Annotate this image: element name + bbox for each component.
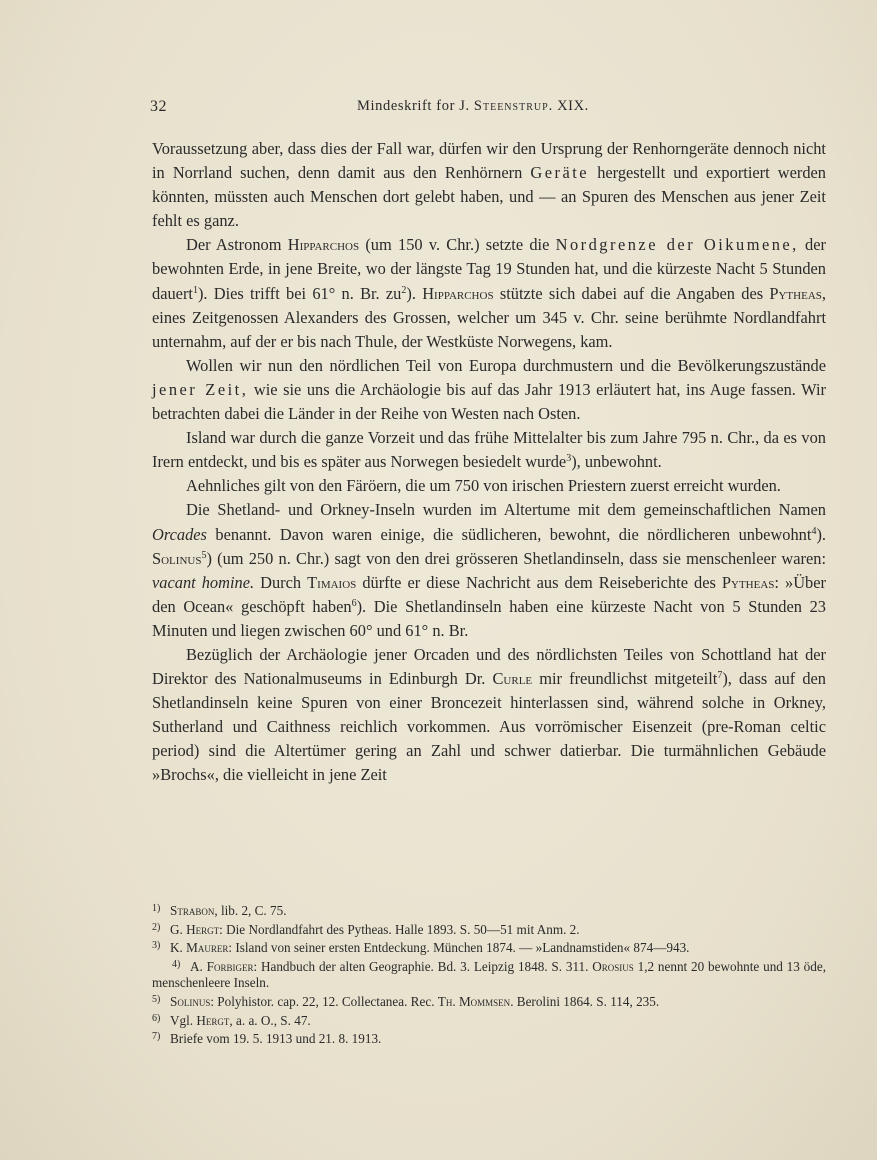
footnote-3: 3) K. Maurer: Island von seiner ersten Entdeckung. München 1874. — »Landnamstiden« 874—943. — [152, 940, 690, 956]
name-solinus: Solinus — [152, 548, 202, 568]
running-head-post: . XIX. — [548, 98, 589, 114]
paragraph-7: Bezüglich der Archäologie jener Orcaden und des nördlichsten Teiles von Schottland hat der Direktor des Nationalmuseums in Edinburgh Dr. Curle mir freundlichst mitgeteilt$^7$), dass auf den Shetlandinseln keine Spuren von einer Broncezeit hinterlassen sind, während solche in Orkney, Sutherland und Caithness reichlich vorkommen. Aus vorrömischer Eisenzeit (pre-Roman celtic period) sind die Altertümer gering an Zahl und schwer datierbar. Die turmähnlichen Gebäude »Brochs«, die vielleicht in jene Zeit — [152, 644, 827, 785]
name-hipparchos: Hipparchos — [422, 283, 494, 303]
footnote-ref-5[interactable]: 5 — [201, 549, 207, 561]
footnote-ref-4[interactable]: 4 — [811, 525, 817, 537]
name-curle: Curle — [492, 669, 533, 689]
running-head-pre: Mindeskrift for J. — [357, 98, 474, 114]
footnote-1: 1) Strabon, lib. 2, C. 75. — [152, 903, 287, 918]
footnote-ref-3[interactable]: 3 — [566, 453, 572, 465]
paragraph-5: Aehnliches gilt von den Färöern, die um 750 von irischen Priestern zuerst erreicht wurden. — [186, 476, 781, 496]
footnote-5: 5) Solinus: Polyhistor. cap. 22, 12. Collectanea. Rec. Th. Mommsen. Berolini 1864. S. 114, 235. — [152, 993, 660, 1009]
page-number: 32 — [150, 98, 167, 115]
name-hipparchos: Hipparchos — [287, 235, 360, 255]
footnote-ref-6[interactable]: 6 — [351, 597, 357, 609]
name-pytheas: Pytheas — [721, 572, 775, 592]
paragraph-6: Die Shetland- und Orkney-Inseln wurden im Altertume mit dem gemeinschaftlichen Namen Orcades benannt. Davon waren einige, die südlicheren, bewohnt, die nördlicheren unbewohnt$^4$). Solinus$^5$) (um 250 n. Chr.) sagt von den drei grösseren Shetlandinseln, dass sie menschenleer waren: vacant homine. Durch Timaios dürfte er diese Nachricht aus dem Reiseberichte des Pytheas: »Über den Ocean« geschöpft haben$^6$). Die Shetlandinseln haben eine kürzeste Nacht von 5 Stunden 23 Minuten und liegen zwischen 60° und 61° n. Br. — [152, 500, 826, 640]
name-timaios: Timaios — [307, 572, 357, 592]
footnote-4: 4) A. Forbiger: Handbuch der alten Geographie. Bd. 3. Leipzig 1848. S. 311. Orosius 1,2 nennt 20 bewohnte und 13 öde, menschenleere Inseln. — [152, 958, 827, 991]
footnotes — [152, 901, 826, 1048]
footnote-ref-1[interactable]: 1 — [192, 284, 198, 296]
quote-vacant-homine: vacant homine. — [152, 572, 255, 592]
paragraph-2: Der Astronom Hipparchos (um 150 v. Chr.) setzte die Nordgrenze der Oikumene, der bewohnten Erde, in jene Breite, wo der längste Tag 19 Stunden hat, und die kürzeste Nacht 5 Stunden dauert$^1$). Dies trifft bei 61° n. Br. $zu^2$). Hipparchos stützte sich dabei auf die Angaben des Pytheas, eines Zeitgenossen Alexanders des Grossen, welcher um 345 v. Chr. seine berühmte Nordlandfahrt unternahm, auf der er bis nach Thule, der Westküste Norwegens, kam. — [152, 235, 826, 351]
term-orcades: Orcades — [152, 524, 207, 544]
footnote-2: 2) G. Hergt: Die Nordlandfahrt des Pytheas. Halle 1893. S. 50—51 mit Anm. 2. — [152, 921, 580, 937]
paragraph-4: Island war durch die ganze Vorzeit und das frühe Mittelalter bis zum Jahre 795 n. Chr., da es von Irern entdeckt, und bis es später aus Norwegen besiedelt wurde$^3$), unbewohnt. — [152, 428, 826, 472]
footnote-7: 7) Briefe vom 19. 5. 1913 und 21. 8. 1913. — [152, 1031, 382, 1047]
footnote-ref-7[interactable]: 7 — [717, 670, 723, 682]
paragraph-1: Voraussetzung aber, dass dies der Fall war, dürfen wir den Ursprung der Renhorngeräte dennoch nicht in Norrland suchen, denn damit aus den Renhörnern Geräte hergestellt und exportiert werden könnten, müssten auch Menschen dort gelebt haben, und — an Spuren des Menschen aus jener Zeit fehlt es ganz. — [152, 139, 826, 231]
footnote-6: 6) Vgl. Hergt, a. a. O., S. 47. — [152, 1012, 311, 1028]
footnote-ref-2[interactable]: 2 — [401, 284, 407, 296]
name-pytheas: Pytheas — [769, 283, 822, 303]
body-text — [152, 137, 826, 788]
paragraph-3: Wollen wir nun den nördlichen Teil von Europa durchmustern und die Bevölkerungszustände jener Zeit, wie sie uns die Archäologie bis auf das Jahr 1913 erläutert hat, ins Auge fassen. Wir betrachten dabei die Länder in der Reihe von Westen nach Osten. — [152, 355, 826, 424]
running-head — [357, 98, 589, 115]
running-head-name: Steenstrup — [473, 98, 549, 114]
